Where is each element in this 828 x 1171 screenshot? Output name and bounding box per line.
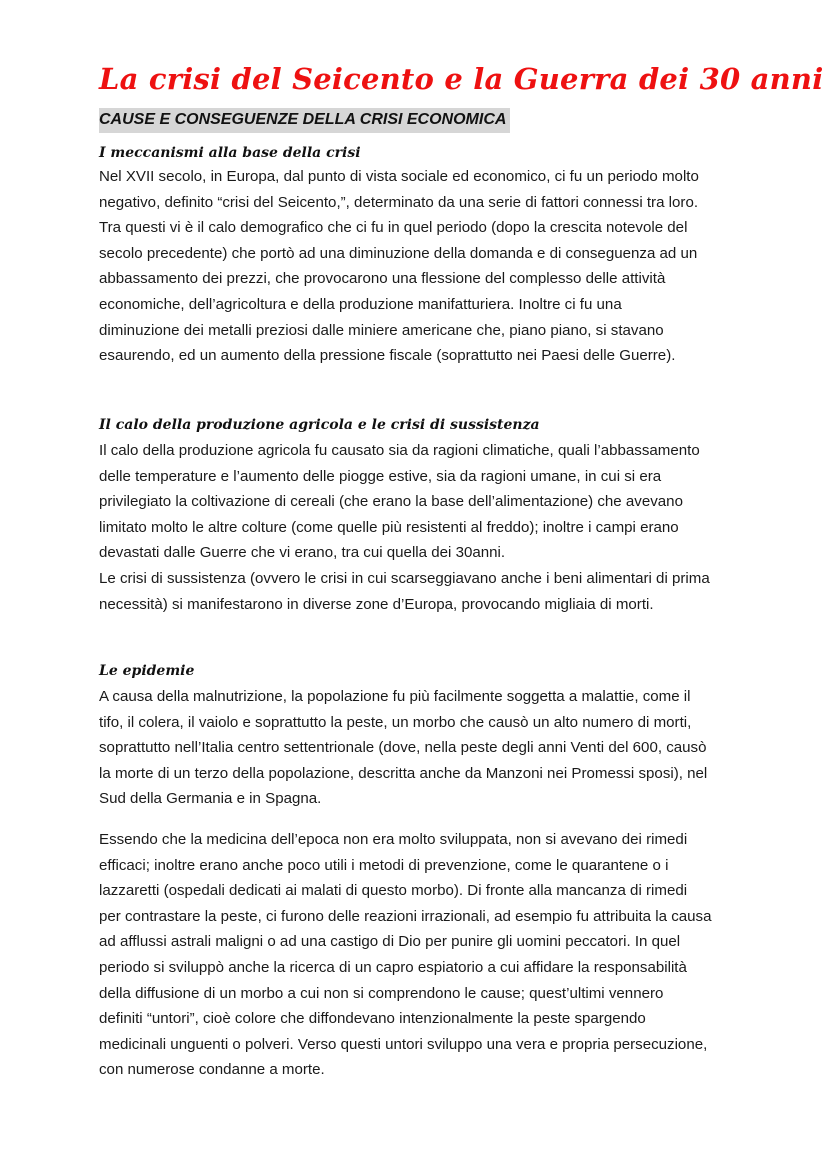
text-line: Le crisi di sussistenza (ovvero le crisi in cui scarseggiavano anche i beni alimentari di prima <box>99 569 710 587</box>
text-line: negativo, definito “crisi del Seicento,”, determinato da una serie di fattori connessi tra loro. <box>99 193 699 211</box>
text-line: diminuzione dei metalli preziosi dalle miniere americane che, piano piano, si stavano <box>99 321 664 339</box>
text-line: economiche, dell’agricoltura e della produzione manifatturiera. Inoltre ci fu una <box>99 295 622 313</box>
section-header-highlighted: CAUSE E CONSEGUENZE DELLA CRISI ECONOMICA <box>99 108 510 133</box>
text-line: Essendo che la medicina dell’epoca non era molto sviluppata, non si avevano dei rimedi <box>99 831 688 848</box>
text-line: Sud della Germania e in Spagna. <box>99 790 322 808</box>
subheading-epidemie: Le epidemie <box>99 663 195 679</box>
text-line: privilegiato la coltivazione di cereali (che erano la base dell’alimentazione) che avevano <box>99 493 683 511</box>
text-line: necessità) si manifestarono in diverse zone d’Europa, provocando migliaia di morti. <box>99 595 654 613</box>
text-line: per contrastare la peste, ci furono delle reazioni irrazionali, ad esempio fu attribuita la causa <box>99 907 712 925</box>
paragraph-meccanismi <box>99 164 779 369</box>
subheading-meccanismi: I meccanismi alla base della crisi <box>99 145 361 161</box>
paragraph-calo-produzione <box>99 438 779 617</box>
text-line: ad afflussi astrali maligni o ad una castigo di Dio per punire gli uomini peccatori. In quel <box>99 933 681 951</box>
document-title: La crisi del Seicento e la Guerra dei 30 anni <box>99 62 824 96</box>
text-line: della diffusione di un morbo a cui non si comprendono le cause; quest’ultimi vennero <box>99 984 664 1002</box>
text-line: periodo si sviluppò anche la ricerca di un capro espiatorio a cui affidare la responsabilità <box>99 958 687 976</box>
text-line: Tra questi vi è il calo demografico che ci fu in quel periodo (dopo la crescita notevole del <box>99 219 688 237</box>
text-line: definiti “untori”, cioè colore che diffondevano intenzionalmente la peste spargendo <box>99 1010 646 1028</box>
text-line: lazzaretti (ospedali dedicati ai malati di questo morbo). Di fronte alla mancanza di rimedi <box>99 882 688 900</box>
text-line: soprattutto nell’Italia centro settentrionale (dove, nella peste degli anni Venti del 600, causò <box>99 739 707 757</box>
paragraph-epidemie-2 <box>99 827 779 1083</box>
subheading-calo-produzione: Il calo della produzione agricola e le crisi di sussistenza <box>99 417 540 433</box>
text-line: Il calo della produzione agricola fu causato sia da ragioni climatiche, quali l’abbassamento <box>99 442 700 459</box>
text-line: con numerose condanne a morte. <box>99 1061 325 1079</box>
text-line: devastati dalle Guerre che vi erano, tra cui quella dei 30anni. <box>99 544 506 562</box>
paragraph-epidemie-1 <box>99 684 779 812</box>
text-line: tifo, il colera, il vaiolo e soprattutto la peste, un morbo che causò un alto numero di morti, <box>99 713 692 731</box>
text-line: la morte di un terzo della popolazione, descritta anche da Manzoni nei Promessi sposi), nel <box>99 764 708 782</box>
text-line: Nel XVII secolo, in Europa, dal punto di vista sociale ed economico, ci fu un periodo molto <box>99 168 699 185</box>
text-line: abbassamento dei prezzi, che provocarono una flessione del complesso delle attività <box>99 270 666 288</box>
text-line: esaurendo, ed un aumento della pressione fiscale (soprattutto nei Paesi delle Guerre). <box>99 347 676 365</box>
text-line: limitato molto le altre colture (come quelle più resistenti al freddo); inoltre i campi erano <box>99 518 679 536</box>
text-line: delle temperature e l’aumento delle piogge estive, sia da ragioni umane, in cui si era <box>99 467 662 485</box>
text-line: secolo precedente) che portò ad una diminuzione della domanda e di conseguenza ad un <box>99 244 698 262</box>
text-line: efficaci; inoltre erano anche poco utili i metodi di prevenzione, come le quarantene o i <box>99 856 669 874</box>
text-line: A causa della malnutrizione, la popolazione fu più facilmente soggetta a malattie, come il <box>99 688 691 705</box>
text-line: medicinali unguenti o polveri. Verso questi untori sviluppo una vera e propria persecuzione, <box>99 1035 708 1053</box>
